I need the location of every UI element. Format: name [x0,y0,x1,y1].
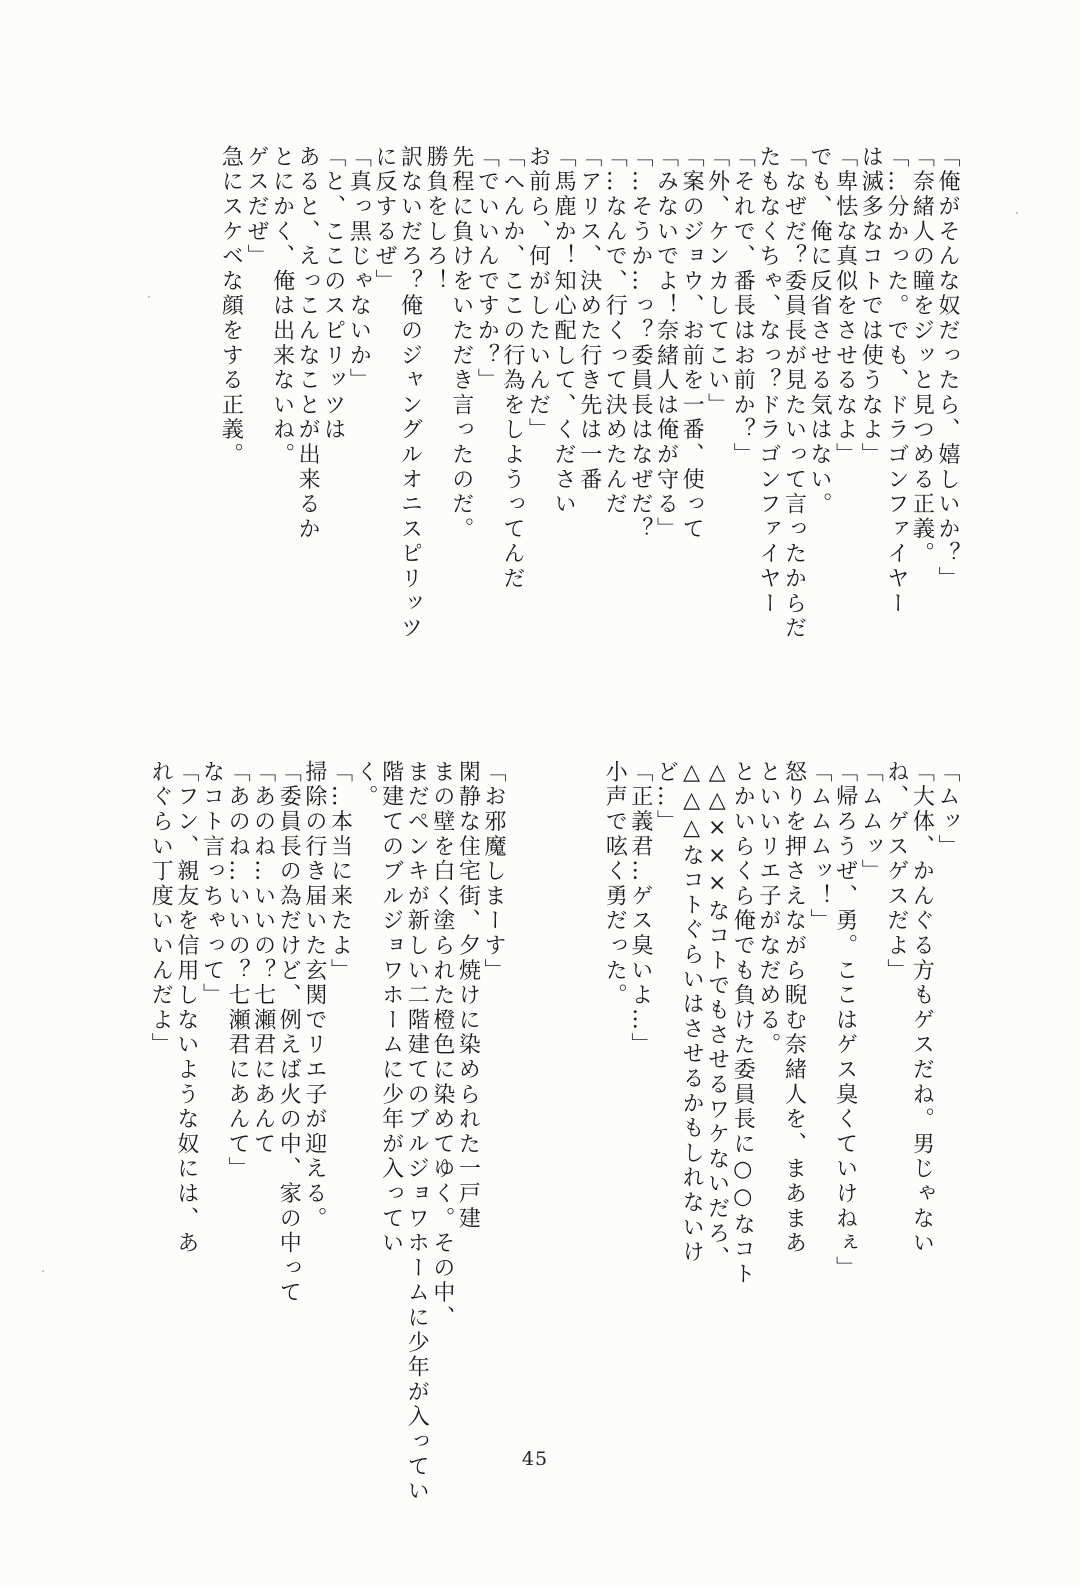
text-column: 訳ないだろ？俺のジャングルオニスピリッツ [397,145,423,641]
text-column: お前ら、何がしたいんだ」 [525,145,551,443]
text-column: といいリエ子がなだめる。 [755,760,781,1058]
text-column: とにかく、俺は出来ないね。 [269,145,295,468]
lower-right-text-block [602,760,960,1320]
text-column: 「真っ黒じゃないか」 [346,145,372,393]
text-column: 「…なんで、行くって決めたんだ [602,145,628,517]
lower-left-text-block [148,760,506,1504]
text-column: あると、えっこんなことが出来るか [295,145,321,542]
text-column: 「ムムッ」 [858,760,884,884]
text-column: 「委員長の為だけど、例えば火の中、家の中って [276,760,302,1306]
text-column: 先程に負けをいただき言ったのだ。 [448,145,474,542]
text-column: 「帰ろうぜ、勇。ここはゲス臭くていけねぇ」 [832,760,858,1281]
text-column: 「へんか、ここの行為をしようってんだ [499,145,525,592]
text-column: 小声で呟く勇だった。 [602,760,628,1008]
text-column: 「卑怯な真似をさせるなよ」 [832,145,858,468]
text-column: ゲスだぜ」 [243,145,269,269]
scan-speck [42,1270,44,1272]
text-column: 「なぜだ？委員長が見たいって言ったからだ [781,145,807,641]
text-column: 「外、ケンカしてこい」 [704,145,730,418]
text-column: 急にスケベな顔をする正義。 [218,145,244,468]
text-column: ね、ゲスゲスだよ」 [883,760,909,984]
scan-speck [148,296,150,298]
text-column: 「ムムムッ！」 [807,760,833,934]
text-column: 「…分かった。でも、ドラゴンファイヤー [883,145,909,617]
text-column: 「正義君…ゲス臭いよ…」 [627,760,653,1058]
text-column: たもなくちゃ、なっ？ドラゴンファイヤー [755,145,781,617]
text-column: れぐらい丁度いいんだよ」 [148,760,174,1058]
text-column: に反するぜ」 [371,145,397,294]
text-column: △△×××なコトでもさせるワケないだろ、 [704,760,730,1271]
text-column: 「俺がそんな奴だったら、嬉しいか？」 [935,145,960,592]
text-column: 「アリス、決めた行き先は一番 [576,145,602,493]
text-column: 閑静な住宅街、夕焼けに染められた一戸建 [455,760,481,1232]
text-column: 勝負をしろ！ [423,145,449,294]
text-column: なコト言っちゃって」 [199,760,225,1008]
text-column: 「奈緒人の瞳をジッと見つめる正義。 [909,145,935,567]
text-column: 「みないでよ！奈緒人は俺が守る」 [653,145,679,542]
text-column: でも、俺に反省させる気はない。 [807,145,833,517]
text-column: 「あのね…いいの？七瀬君にあんて」 [225,760,251,1182]
text-column: 「お邪魔しまーす」 [481,760,506,984]
text-column: 「と、ここのスピリッツは [320,145,346,443]
text-column: 階建てのブルジョワホームに少年が入ってい [378,760,404,1256]
text-column: まの壁を白く塗られた橙色に染めてゆく。その中、 [429,760,455,1331]
text-column: 「案のジョウ、お前を一番、使って [679,145,705,542]
text-column: 「…本当に来たよ」 [327,760,353,984]
text-column: 「あのね…いいの？七瀬君にあんて [250,760,276,1157]
page-number: 45 [521,1448,549,1470]
text-column: 「ムッ」 [935,760,960,860]
text-column: 「大体、かんぐる方もゲスだね。男じゃない [909,760,935,1256]
text-column: とかいらくら俺でも負けた委員長に○○なコト [730,760,756,1287]
text-column: は滅多なコトでは使うなよ」 [858,145,884,468]
text-column: まだペンキが新しい二階建てのブルジョワホームに少年が入ってい [404,760,430,1504]
upper-text-block [218,145,960,705]
text-column: △△△なコトぐらいはさせるかもしれないけ [679,760,705,1265]
text-column: 怒りを押さえながら睨む奈緒人を、まあまあ [781,760,807,1256]
text-column: く。 [353,760,379,810]
scan-speck [1016,212,1018,214]
text-column: ど…」 [653,760,679,835]
text-column: 「馬鹿か！知心配して、ください [551,145,577,517]
text-column: 「それで、番長はお前か？」 [730,145,756,468]
text-column: 「フン、親友を信用しないような奴には、あ [173,760,199,1256]
text-column: 「…そうか…っ？委員長はなぜだ？ [627,145,653,542]
text-column: 「でいいんですか？」 [474,145,500,393]
text-column: 掃除の行き届いた玄関でリエ子が迎える。 [301,760,327,1232]
